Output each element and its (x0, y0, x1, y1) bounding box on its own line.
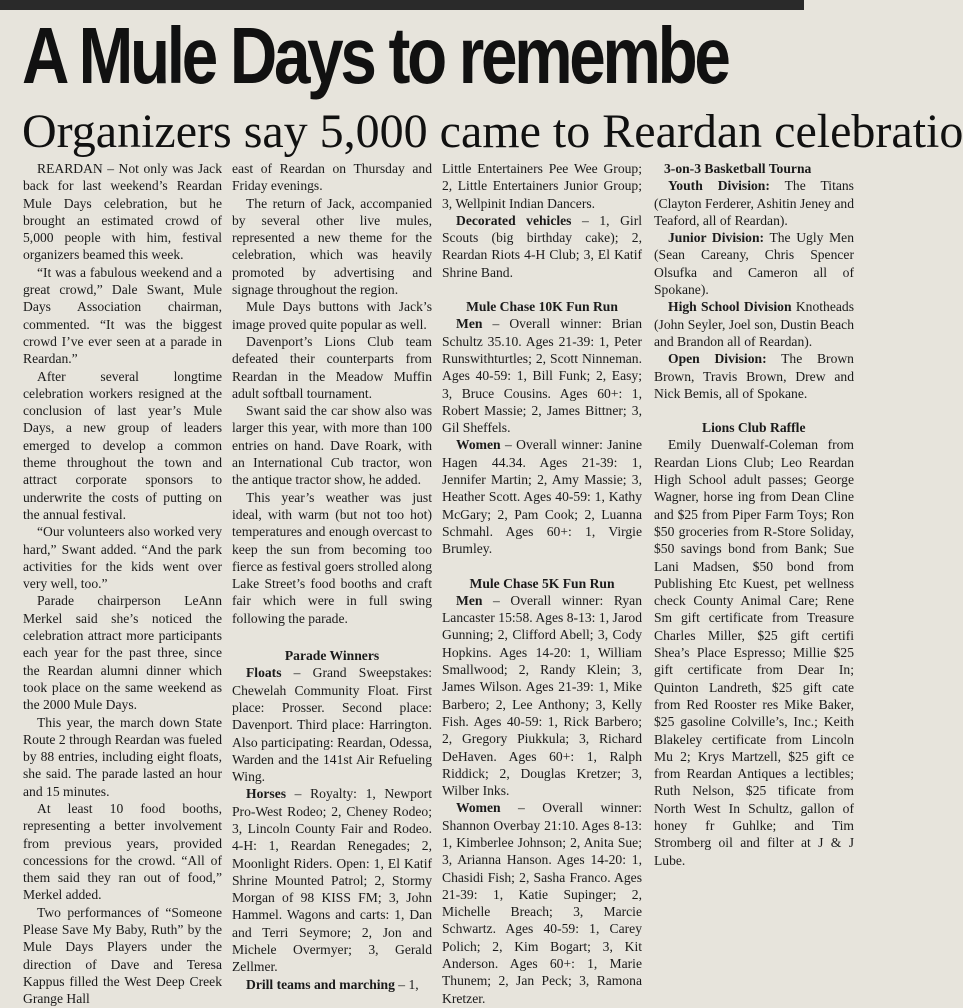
category-text: – 1, (394, 976, 419, 992)
paragraph: This year, the march down State Route 2 through Reardan was fueled by 88 entries, including eight floats, she said. The parade lasted an hour and 15 minutes. (23, 714, 222, 799)
category-label: Open Division: (668, 351, 767, 367)
category-text: The Titans (Clayton Ferderer, Ashitin Jeney and Teaford, all of Reardan). (654, 178, 854, 228)
category-text: – Grand Sweepstakes: Chewelah Community Float. First place: Prosser. Second place: Davenport. Third place: Harrington. Also participating: Reardan, Odessa, Warden and the 141st Air Refueling Wing. (232, 665, 432, 785)
drill-results (232, 976, 432, 993)
category-text: – Overall winner: Brian Schultz 35.10. Ages 21-39: 1, Peter Runswithturtles; 2, Scott Ninneman. Ages 40-59: 1, Bill Funk; 2, Easy; 3, Bruce Cousins. Ages 60+: 1, Robert Massie; 2, James Bittner; 3, Gil Sheffels. (442, 316, 642, 436)
open-division (654, 350, 854, 402)
category-text: The Brown Brown, Travis Brown, Drew and Nick Bemis, all of Spokane. (654, 351, 854, 401)
category-text: Knotheads (John Seyler, Joel son, Dustin Beach and Brandon all of Reardan). (654, 299, 854, 349)
run-5k-men (442, 592, 642, 800)
column-2 (232, 160, 432, 992)
category-text: – Royalty: 1, Newport Pro-West Rodeo; 2, Cheney Rodeo; 3, Lincoln County Fair and Rodeo. 4-H: 1, Reardan Renegades; 2, Moonlight Riders. Open: 1, El Katif Shrine Mounted Patrol; 2, Stormy Morgan of 98 KISS FM; 3, John Hammel. Wagons and carts: 1, Dan and Terri Seymore; 2, Jon and Michele Overmyer; 3, Gerald Zellmer. (232, 786, 432, 975)
paragraph: Mule Days buttons with Jack’s image proved quite popular as well. (232, 299, 432, 332)
category-label: Women (456, 437, 501, 453)
youth-division (654, 177, 854, 229)
column-3 (442, 160, 642, 1006)
category-label: Drill teams and marching (246, 976, 395, 992)
horses-results (232, 785, 432, 975)
headline: A Mule Days to remembe (22, 11, 728, 100)
run-10k-men (442, 315, 642, 436)
column-1 (23, 160, 222, 1007)
category-text: – Overall winner: Janine Hagen 44.34. Ages 21-39: 1, Jennifer Martin; 2, Amy Massie; 3, Heather Scott. Ages 40-59: 1, Kathy McGary; 2, Pam Cook; 2, Luanna Schmahl. Ages 60+: 1, Virgie Brumley. (442, 437, 642, 557)
decorated-results (442, 212, 642, 281)
subheadline: Organizers say 5,000 came to Reardan celebratio (22, 105, 963, 158)
category-label: Youth Division: (668, 178, 770, 194)
paragraph: east of Reardan on Thursday and Friday evenings. (232, 161, 432, 194)
paragraph: Two performances of “Someone Please Save My Baby, Ruth” by the Mule Days Players under the direction of Dave and Teresa Kappus filled the West Deep Creek Grange Hall (23, 904, 222, 1007)
junior-division (654, 229, 854, 298)
category-label: Junior Division: (668, 230, 765, 246)
paragraph: REARDAN – Not only was Jack back for last weekend’s Reardan Mule Days celebration, but he brought an estimated crowd of 5,000 people with him, festival organizers beamed this week. (23, 161, 222, 263)
raffle-heading: Lions Club Raffle (702, 420, 806, 436)
basketball-heading: 3-on-3 Basketball Tourna (664, 161, 812, 176)
category-label: Floats (246, 665, 282, 681)
paragraph: Parade chairperson LeAnn Merkel said she’s noticed the celebration attract more participants each year for the past three, since the Reardan alumni dinner which took place on the same weekend as the 2000 Mule Days. (23, 593, 222, 713)
paragraph: “Our volunteers also worked very hard,” Swant added. “And the park activities for the kids went over very well, too.” (23, 524, 222, 592)
category-label: Men (456, 592, 483, 608)
paragraph: “It was a fabulous weekend and a great crowd,” Dale Swant, Mule Days Association chairman, commented. “It was the biggest crowd I’ve ever seen at a parade in Reardan.” (23, 264, 222, 367)
paragraph: Davenport’s Lions Club team defeated their counterparts from Reardan in the Meadow Muffin adult softball tournament. (232, 333, 432, 401)
column-4 (654, 160, 854, 892)
category-text: – Overall winner: Shannon Overbay 21:10. Ages 8-13: 1, Kimberlee Johnson; 2, Anita Sue; 3, Arianna Hanson. Ages 14-20: 1, Chasidi Fish; 2, Sasha Franco. Ages 21-39: 1, Katie Supinger; 2, Michelle Breach; 3, Marcie Schwartz. Ages 40-59: 1, Carey Polich; 2, Kim Bogart; 3, Kit Anderson. Ages 60+: 1, Marie Thunem; 2, Jan Peck; 3, Ramona Kretzer. (442, 800, 642, 1006)
category-text: – 1, Girl Scouts (big birthday cake); 2, Reardan Riots 4-H Club; 3, El Katif Shrine Band. (442, 212, 642, 280)
category-label: Decorated vehicles (456, 212, 572, 228)
parade-winners-heading: Parade Winners (284, 648, 380, 664)
category-text: The Ugly Men (Sean Careany, Chris Spencer Olsufka and Cameron all of Spokane). (654, 230, 854, 298)
run-5k-heading: Mule Chase 5K Fun Run (469, 575, 615, 591)
category-label: Horses (246, 786, 287, 802)
paragraph: Swant said the car show also was larger this year, with more than 100 entries on hand. Dave Roark, with an International Cub tractor, won the antique tractor show, he added. (232, 403, 432, 488)
paragraph: After several longtime celebration workers resigned at the conclusion of last year’s Mule Days, a new group of leaders emerged to develop a common theme throughout the town and attract corporate sponsors to underwrite the costs of putting on the annual festival. (23, 368, 222, 522)
paragraph: The return of Jack, accompanied by several other live mules, represented a new theme for the celebration, which was heavily promoted by advertising and signage throughout the region. (232, 195, 432, 298)
raffle-results: Emily Duenwalf-Coleman from Reardan Lions Club; Leo Reardan High School adult passes; George Wagner, horse ing from Dean Cline and $25 from Piper Farm Toys; Ron $50 groceries from R-Store Soliday, $50 savings bond from Bank; Sue Lani Madsen, $50 bond from Publishing Etc Kuest, pet wellness check County Animal Care; Rene Sm gift certificate from Treasure Charles Miller, $25 gift certifi Shea’s Place Espresso; Millie $25 gift certificate from Dear In; Quinton Landreth, $25 gift cate from Red Rooster res Mike Baker, $25 gasoline Colville’s, Inc.; Keith Blakeley certificate from Lincoln Mu 2; Krys Martzell, $25 gift ce from Reardan Antiques a lectibles; Ruth Nelson, $25 tificate from North West In Schultz, gallon of honey fr Guhlke; and Tim Stromberg oil and filter at J & J Lube. (654, 437, 854, 868)
run-5k-women (442, 799, 642, 1007)
paragraph: Little Entertainers Pee Wee Group; 2, Little Entertainers Junior Group; 3, Wellpinit Indian Dancers. (442, 161, 642, 211)
run-10k-women (442, 436, 642, 557)
run-10k-heading: Mule Chase 10K Fun Run (466, 299, 618, 315)
floats-results (232, 664, 432, 785)
paragraph: At least 10 food booths, representing a better involvement from previous years, provided concessions for the crowd. “All of them said they ran out of food,” Merkel added. (23, 800, 222, 903)
paragraph: This year’s weather was just ideal, with warm (but not too hot) temperatures and enough overcast to keep the sun from becoming too fierce as festival goers strolled along Lake Street’s food booths and craft fair which were in full swing following the parade. (232, 489, 432, 626)
category-label: High School Division (668, 299, 792, 315)
category-label: Women (456, 800, 501, 816)
high-school-division (654, 298, 854, 350)
category-text: – Overall winner: Ryan Lancaster 15:58. Ages 8-13: 1, Jarod Gunning; 2, Clifford Abell; 3, Cody Hopkins. Ages 14-20: 1, William Smallwood; 2, Randy Klein; 3, James Wilson. Ages 21-39: 1, Mike Barbero; 2, Lee Anthony; 3, Kelly Fish. Ages 40-59: 1, Rick Barbero; 2, Gregory Piukkula; 3, Richard DeHaven. Ages 60+: 1, Ralph Riddick; 2, Douglas Kretzer; 3, Wilber Inks. (442, 592, 642, 799)
category-label: Men (456, 316, 483, 332)
